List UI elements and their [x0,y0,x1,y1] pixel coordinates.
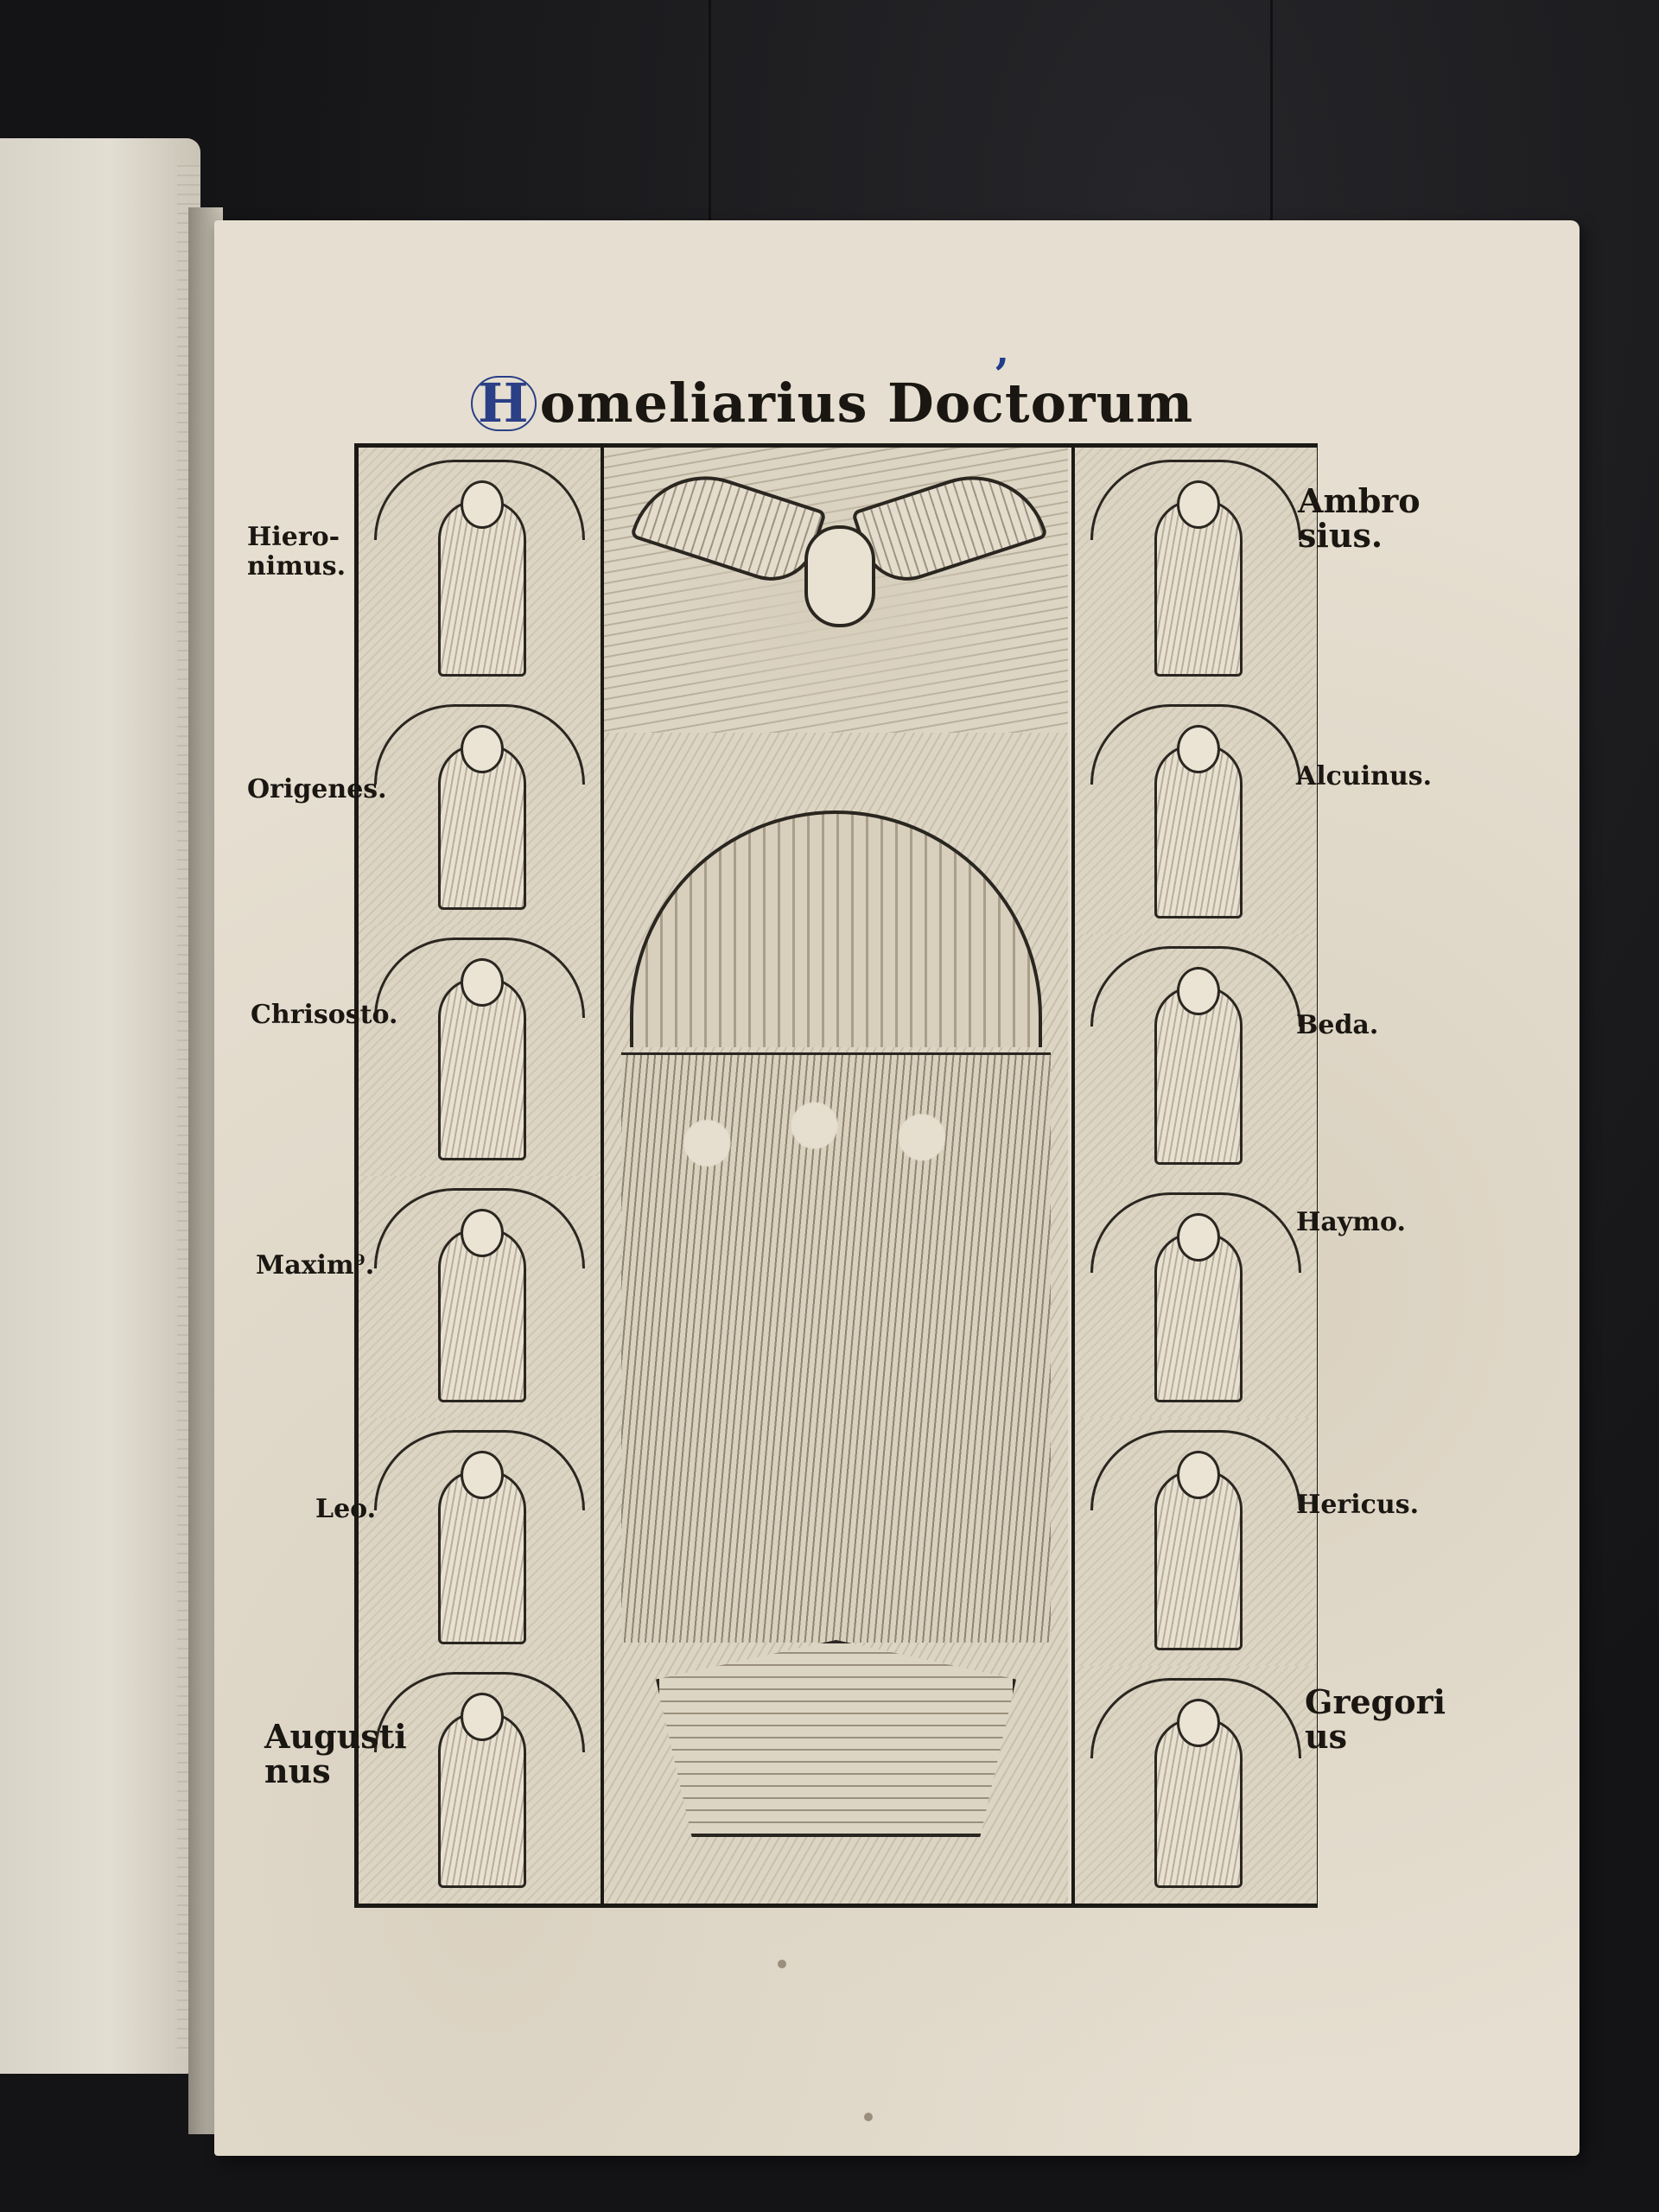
label-hericus: Hericus. [1296,1490,1420,1520]
label-beda: Beda. [1296,1010,1379,1040]
worm-hole [778,1960,786,1968]
label-maximus: Maxim⁹. [256,1250,375,1281]
right-portrait-column [1071,448,1317,1904]
label-augustinus: Augusti nus [264,1717,407,1790]
worm-hole [864,2113,873,2121]
woodcut-panel-ambrosius [1075,448,1317,696]
label-hieronimus: Hiero- nimus. [247,522,346,582]
pedestal [656,1640,1016,1837]
woodcut-panel-leo [359,1418,601,1663]
woodcut-frame [354,443,1318,1908]
label-leo: Leo. [315,1494,377,1524]
woodcut-panel-gregorius [1075,1666,1317,1904]
woodcut-panel-maximus [359,1176,601,1421]
central-woodcut-council-scene [604,448,1068,1904]
woodcut-panel-hericus [1075,1418,1317,1669]
left-portrait-column [359,448,604,1904]
holy-spirit-dove [804,525,875,627]
title-text: omeliarius Doctorum [539,372,1194,435]
title-initial: H [471,376,537,431]
label-alcuinus: Alcuinus. [1296,761,1433,791]
label-gregorius: Gregori us [1305,1682,1446,1756]
woodcut-panel-haymo [1075,1180,1317,1421]
label-ambrosius: Ambro sius. [1298,481,1421,555]
label-haymo: Haymo. [1296,1207,1406,1237]
woodcut-panel-chrisosto [359,925,601,1179]
woodcut-panel-origenes [359,692,601,929]
woodcut-panel-beda [1075,934,1317,1184]
woodcut-panel-hieronimus [359,448,601,696]
page-title [471,372,1194,441]
label-chrisosto: Chrisosto. [251,1000,398,1030]
left-page-flyleaf [0,138,200,2074]
woodcut-panel-alcuinus [1075,692,1317,938]
rubric-mark: , [995,327,1010,373]
gothic-canopy [630,810,1042,1047]
gathered-doctors [621,1052,1051,1643]
label-origenes: Origenes. [247,774,387,804]
